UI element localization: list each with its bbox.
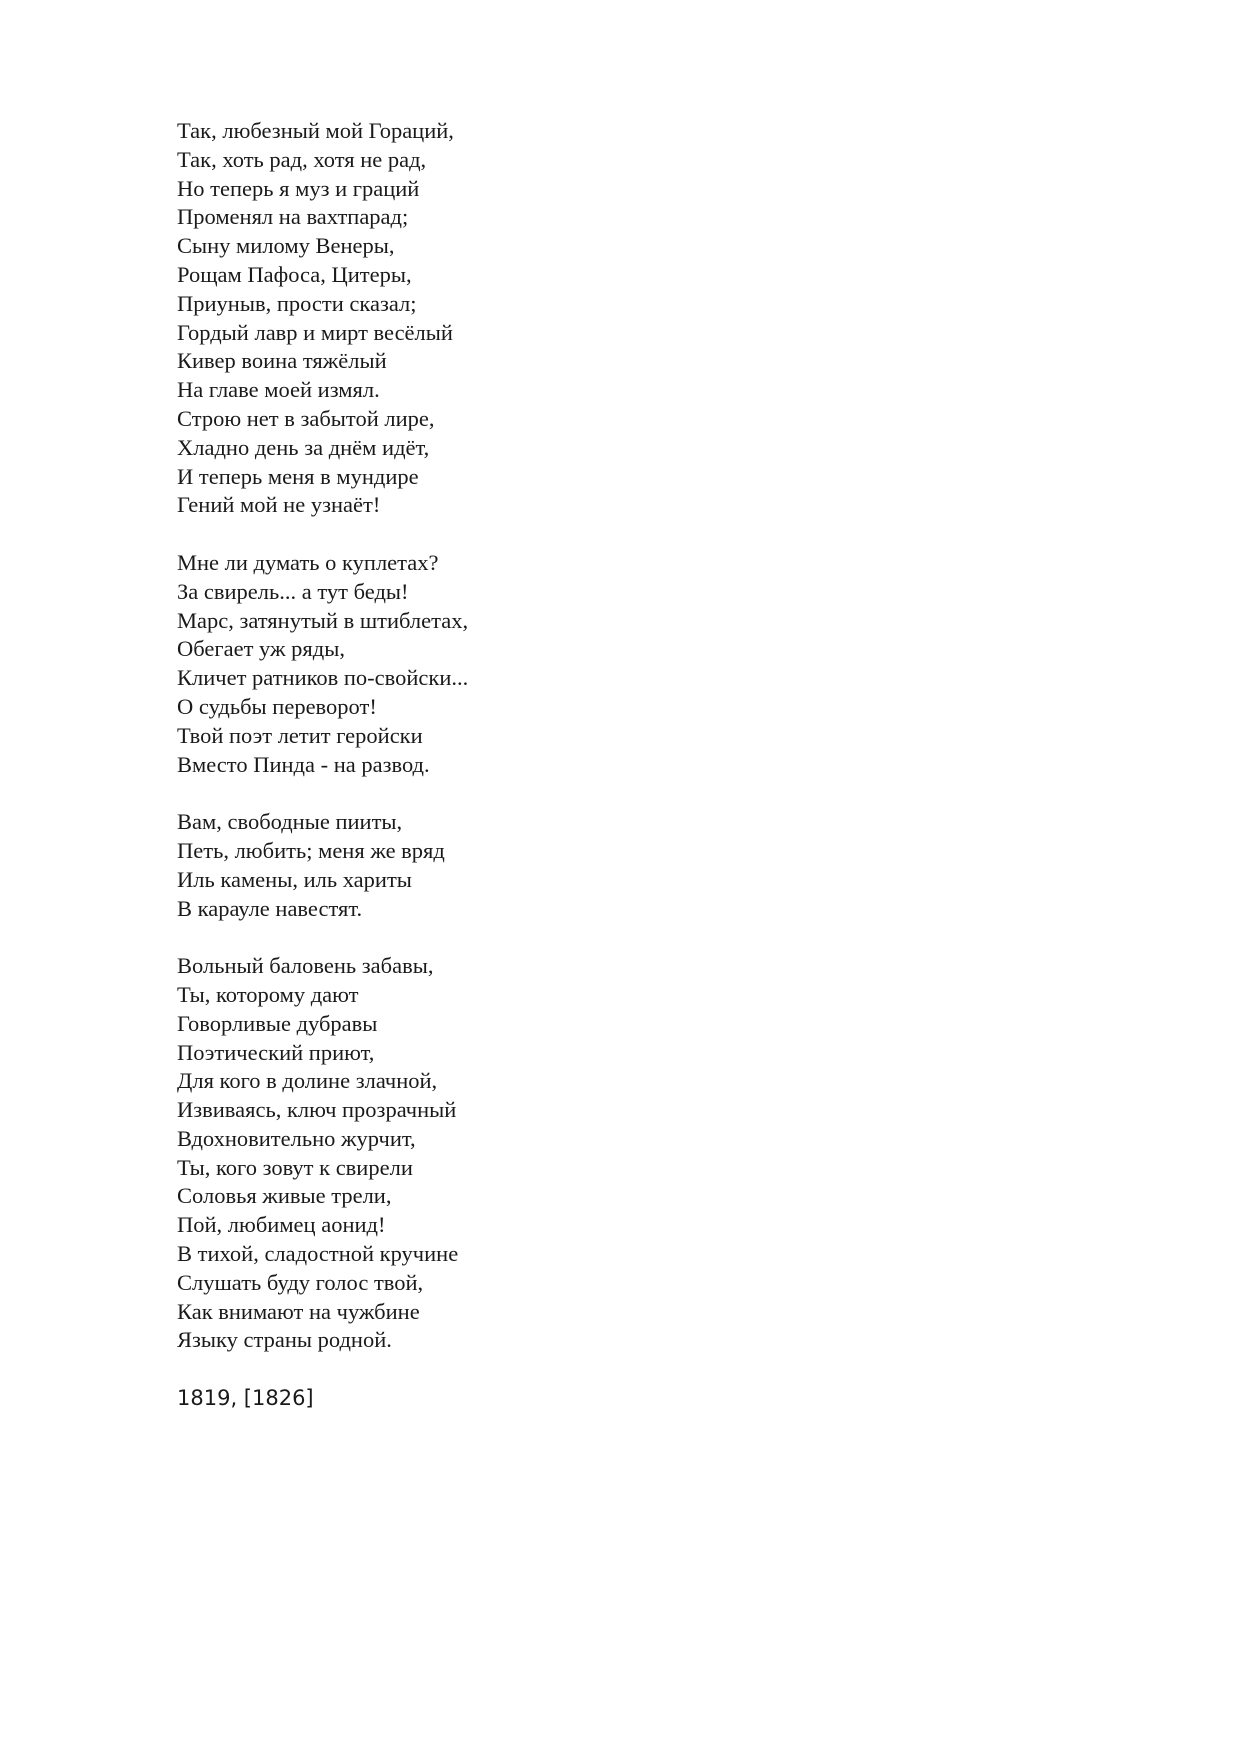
poem-line: Говорливые дубравы	[177, 1010, 378, 1036]
poem-line: Так, хоть рад, хотя не рад,	[177, 146, 427, 172]
poem-line: Петь, любить; меня же вряд	[177, 837, 445, 863]
poem-line: Гордый лавр и мирт весёлый	[177, 319, 453, 345]
poem-line: В тихой, сладостной кручине	[177, 1241, 459, 1267]
poem-line: Поэтический приют,	[177, 1039, 375, 1065]
poem-line: Променял на вахтпарад;	[177, 204, 409, 230]
poem-line: Для кого в долине злачной,	[177, 1068, 438, 1094]
poem-body	[177, 117, 1077, 1384]
poem-line: Вам, свободные пииты,	[177, 809, 403, 835]
poem-line: И теперь меня в мундире	[177, 463, 419, 489]
poem-line: За свирель... а тут беды!	[177, 578, 409, 604]
poem-date: 1819, [1826]	[177, 1386, 314, 1410]
poem-line: Но теперь я муз и граций	[177, 175, 420, 201]
poem-line: Сыну милому Венеры,	[177, 233, 395, 259]
poem-line: Извиваясь, ключ прозрачный	[177, 1097, 457, 1123]
poem-line: Слушать буду голос твой,	[177, 1269, 424, 1295]
poem-line: Приуныв, прости сказал;	[177, 290, 417, 316]
poem-line: Ты, которому дают	[177, 981, 359, 1007]
poem-line: Рощам Пафоса, Цитеры,	[177, 261, 412, 287]
poem-line: Гений мой не узнаёт!	[177, 492, 381, 518]
poem-line: На главе моей измял.	[177, 377, 380, 403]
stanza	[177, 117, 1077, 520]
poem-line: Мне ли думать о куплетах?	[177, 549, 439, 575]
poem-line: Кивер воина тяжёлый	[177, 348, 387, 374]
poem-line: Вольный баловень забавы,	[177, 953, 434, 979]
poem-line: Как внимают на чужбине	[177, 1298, 420, 1324]
stanza	[177, 952, 1077, 1355]
stanza	[177, 549, 1077, 779]
poem-line: Пой, любимец аонид!	[177, 1212, 386, 1238]
poem-line: Кличет ратников по-свойски...	[177, 665, 469, 691]
poem-line: Так, любезный мой Гораций,	[177, 118, 454, 143]
poem-line: Иль камены, иль хариты	[177, 866, 412, 892]
poem-line: Марс, затянутый в штиблетах,	[177, 607, 469, 633]
poem-line: Строю нет в забытой лире,	[177, 405, 435, 431]
stanza	[177, 808, 1077, 923]
poem-line: Твой поэт летит геройски	[177, 722, 423, 748]
poem-line: Ты, кого зовут к свирели	[177, 1154, 413, 1180]
poem-line: В карауле навестят.	[177, 895, 363, 921]
poem-line: Обегает уж ряды,	[177, 636, 345, 662]
poem-line: Соловья живые трели,	[177, 1183, 392, 1209]
poem-line: Хладно день за днём идёт,	[177, 434, 430, 460]
poem-line: О судьбы переворот!	[177, 693, 377, 719]
poem-line: Вдохновительно журчит,	[177, 1125, 416, 1151]
poem-line: Вместо Пинда - на развод.	[177, 751, 430, 777]
poem-line: Языку страны родной.	[177, 1327, 392, 1353]
